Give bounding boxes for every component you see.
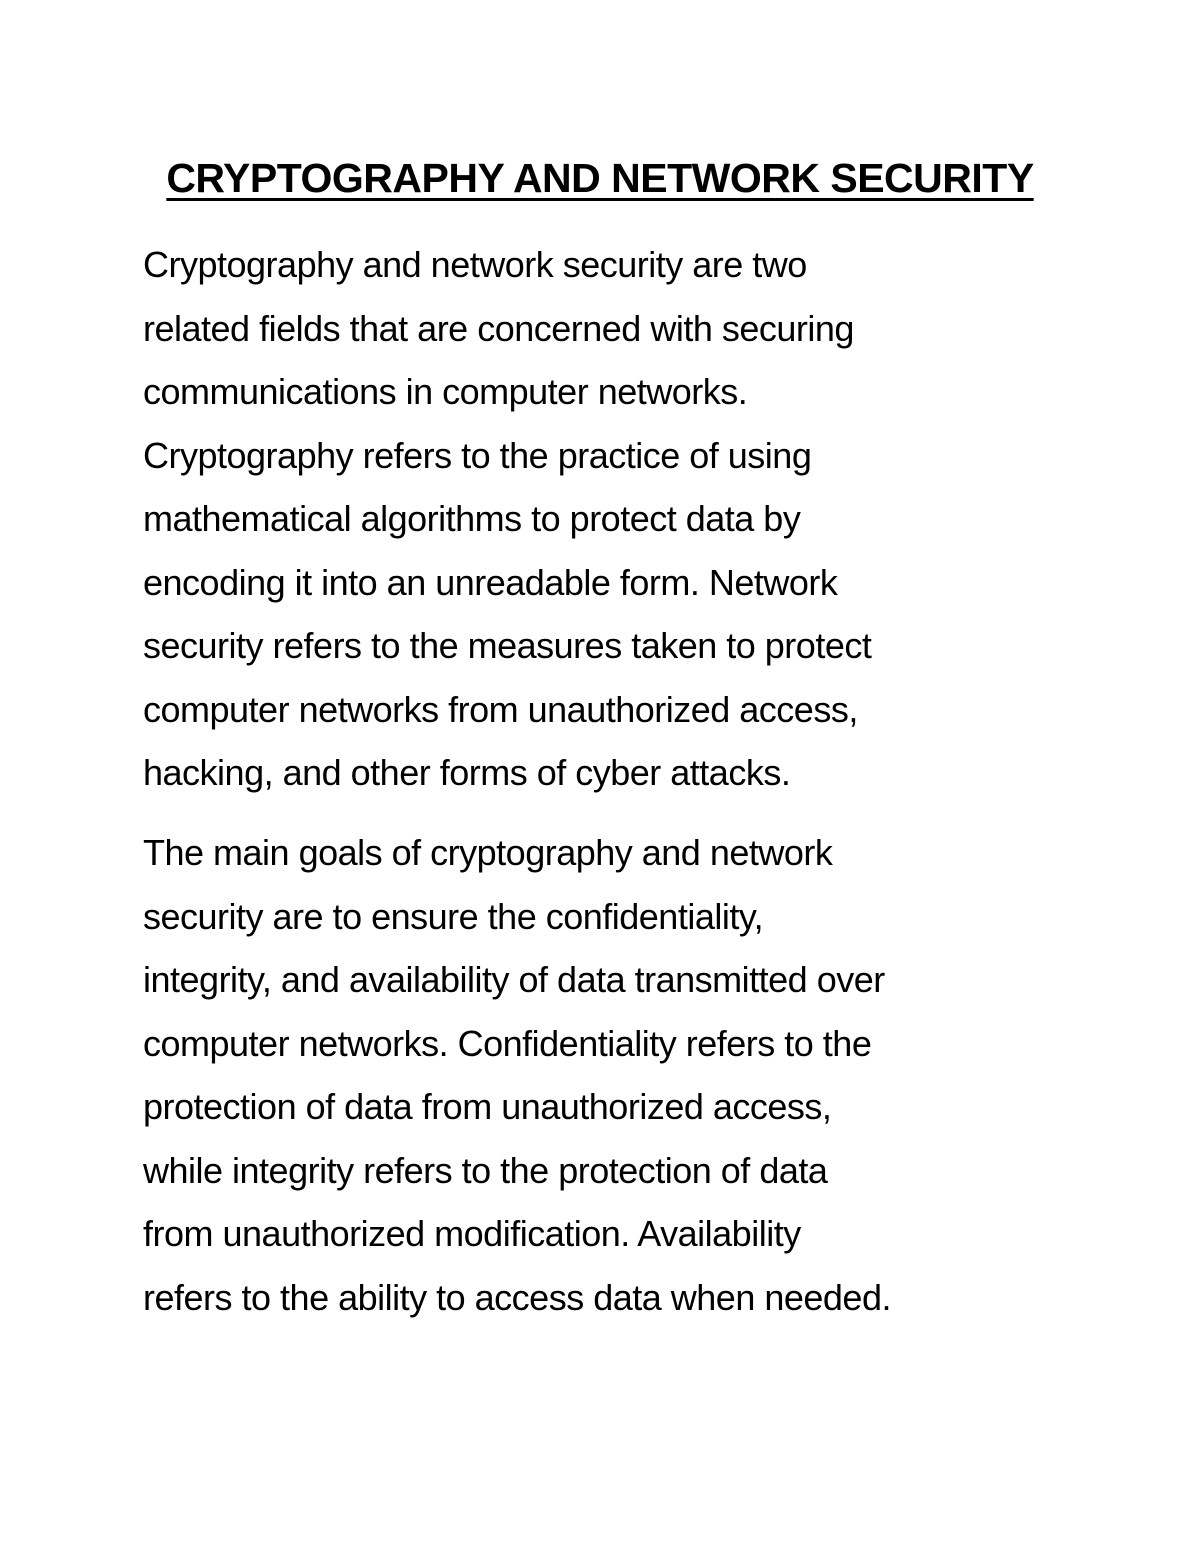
paragraph-line: mathematical algorithms to protect data by xyxy=(143,498,801,539)
paragraph-line: refers to the ability to access data when needed. xyxy=(143,1276,891,1318)
paragraph-line: The main goals of cryptography and network xyxy=(143,832,833,873)
paragraph-line: protection of data from unauthorized access, xyxy=(143,1086,832,1127)
paragraph-1 xyxy=(143,233,871,805)
paragraph-line: encoding it into an unreadable form. Network xyxy=(143,561,838,603)
paragraph-line: from unauthorized modification. Availability xyxy=(143,1213,801,1254)
paragraph-line: related fields that are concerned with securing xyxy=(143,307,854,349)
paragraph-line: hacking, and other forms of cyber attacks. xyxy=(143,752,791,793)
paragraph-line: integrity, and availability of data transmitted over xyxy=(143,959,885,1000)
paragraph-line: computer networks from unauthorized access, xyxy=(143,688,858,730)
document-title: CRYPTOGRAPHY AND NETWORK SECURITY xyxy=(166,155,1034,201)
paragraph-line: while integrity refers to the protection of data xyxy=(143,1149,828,1191)
paragraph-line: computer networks. Confidentiality refers to the xyxy=(143,1022,872,1064)
paragraph-line: communications in computer networks. xyxy=(143,371,748,412)
paragraph-line: security are to ensure the confidentiality, xyxy=(143,895,764,937)
paragraph-line: Cryptography refers to the practice of using xyxy=(143,434,812,476)
paragraph-line: Cryptography and network security are two xyxy=(143,244,807,285)
paragraph-line: security refers to the measures taken to protect xyxy=(143,625,872,666)
paragraph-2 xyxy=(143,821,891,1329)
